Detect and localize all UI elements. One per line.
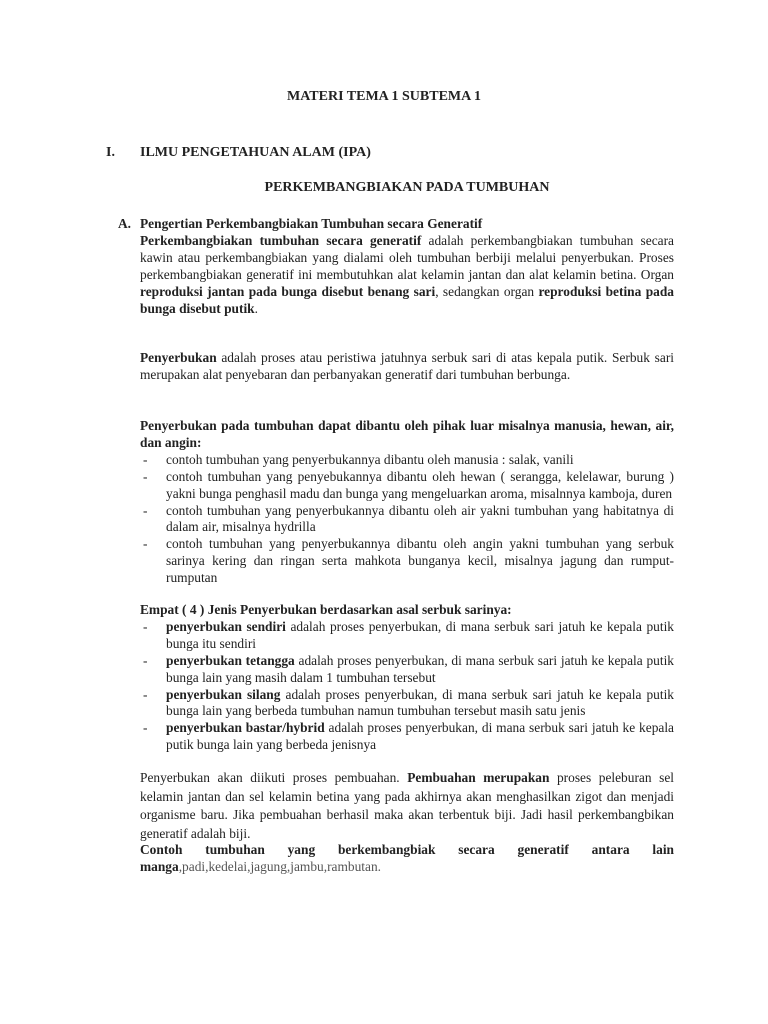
type-term: penyerbukan bastar/hybrid (166, 720, 325, 736)
section-number: I. (106, 145, 115, 160)
list-item: - penyerbukan tetangga adalah proses penyerbukan, di mana serbuk sari jatuh ke kepala putik bunga lain yang masih dalam 1 tumbuhan tersebut (143, 652, 674, 685)
types-list (140, 619, 674, 754)
paragraph-text: adalah perkembangbiakan tumbuhan secara kawin atau perkembangbiakan yang dialami oleh tumbuhan berbiji melalui penyerbukan. Proses perkembangbiakan generatif ini membutuhkan alat kelamin jantan dan alat kelamin betina. Organ (140, 233, 674, 282)
paragraph-definition (140, 233, 674, 318)
list-item-text: contoh tumbuhan yang penyerbukannya dibantu oleh angin yakni tumbuhan yang serbuk sarinya kering dan ringan serta mahkota bunganya kecil, misalnya jagung dan rumput-rumputan (166, 536, 674, 586)
paragraph-text: Penyerbukan akan diikuti proses pembuahan. (140, 770, 408, 785)
subsection-title: Pengertian Perkembangbiakan Tumbuhan secara Generatif (140, 216, 483, 231)
types-heading: Empat ( 4 ) Jenis Penyerbukan berdasarkan asal serbuk sarinya: (140, 602, 512, 617)
term-penyerbukan: Penyerbukan (140, 350, 217, 365)
type-term: penyerbukan tetangga (166, 652, 295, 668)
list-item: - penyerbukan bastar/hybrid adalah proses penyerbukan, di mana serbuk sari jatuh ke kepala putik bunga lain yang berbeda jenisnya (143, 720, 674, 753)
type-desc: adalah proses penyerbukan, di mana serbuk sari jatuh ke kepala putik bunga lain yang berbeda jenisnya (166, 720, 674, 753)
list-item-text: contoh tumbuhan yang penyerbukannya dibantu oleh air yakni tumbuhan yang habitatnya di dalam air, misalnya hydrilla (166, 502, 674, 535)
helpers-heading: Penyerbukan pada tumbuhan dapat dibantu oleh pihak luar misalnya manusia, hewan, air, dan angin: (140, 418, 674, 450)
page-title: MATERI TEMA 1 SUBTEMA 1 (287, 89, 481, 104)
list-item: - contoh tumbuhan yang penyebukannya dibantu oleh hewan ( serangga, kelelawar, burung ) yakni bunga penghasil madu dan bunga yang mengeluarkan aroma, misalnnya kamboja, duren (143, 468, 674, 501)
list-item: - contoh tumbuhan yang penyerbukannya dibantu oleh manusia : salak, vanili (143, 451, 574, 467)
types-section (140, 602, 674, 754)
paragraph-pembuahan (140, 769, 674, 843)
subsection-letter: A. (118, 216, 132, 231)
type-term: penyerbukan silang (166, 686, 281, 702)
examples-list: ,padi,kedelai,jagung,jambu,rambutan. (178, 858, 381, 874)
term-benang-sari: reproduksi jantan pada bunga disebut benang sari (140, 283, 436, 299)
list-item: - contoh tumbuhan yang penyerbukannya dibantu oleh air yakni tumbuhan yang habitatnya di dalam air, misalnya hydrilla (143, 502, 674, 535)
type-desc: adalah proses penyerbukan, di mana serbuk sari jatuh ke kepala putik bunga itu sendiri (166, 618, 674, 651)
chapter-subtitle: PERKEMBANGBIAKAN PADA TUMBUHAN (264, 180, 550, 195)
list-item: - contoh tumbuhan yang penyerbukannya dibantu oleh angin yakni tumbuhan yang serbuk sarinya kering dan ringan serta mahkota bunganya kecil, misalnya jagung dan rumput-rumputan (143, 536, 674, 586)
type-desc: adalah proses penyerbukan, di mana serbuk sari jatuh ke kepala putik bunga lain yang berbeda tumbuhan namun tumbuhan tersebut masih satu jenis (166, 686, 674, 719)
type-desc: adalah proses penyerbukan, di mana serbuk sari jatuh ke kepala putik bunga lain yang masih dalam 1 tumbuhan tersebut (166, 652, 674, 685)
paragraph-examples (140, 842, 674, 876)
paragraph-text: proses peleburan sel kelamin jantan dan sel kelamin betina yang pada akhirnya akan menghasilkan zigot dan menjadi organisme baru. Jika pembuahan berhasil maka akan terbentuk biji. Jadi hasil perkembangbikan generatif adalah biji. (140, 770, 674, 841)
helpers-list (140, 452, 674, 587)
term-putik: reproduksi betina pada bunga disebut putik (140, 283, 674, 316)
list-item: - penyerbukan sendiri adalah proses penyerbukan, di mana serbuk sari jatuh ke kepala putik bunga itu sendiri (143, 618, 674, 651)
paragraph-penyerbukan (140, 350, 674, 384)
section-title: ILMU PENGETAHUAN ALAM (IPA) (140, 145, 371, 160)
paragraph-text: , sedangkan organ (435, 283, 539, 299)
list-item: - penyerbukan silang adalah proses penyerbukan, di mana serbuk sari jatuh ke kepala putik bunga lain yang berbeda tumbuhan namun tumbuhan tersebut masih satu jenis (143, 686, 674, 719)
helpers-section (140, 418, 674, 587)
list-item-text: contoh tumbuhan yang penyebukannya dibantu oleh hewan ( serangga, kelelawar, burung ) yakni bunga penghasil madu dan bunga yang mengeluarkan aroma, misalnnya kamboja, duren (166, 468, 674, 501)
paragraph-text: . (254, 300, 258, 316)
paragraph-text: adalah proses atau peristiwa jatuhnya serbuk sari di atas kepala putik. Serbuk sari merupakan alat penyebaran dan perbanyakan generatif dari tumbuhan berbunga. (140, 350, 674, 382)
term-generatif: Perkembangbiakan tumbuhan secara generatif (140, 233, 422, 248)
term-pembuahan: Pembuahan merupakan (407, 770, 550, 785)
examples-lead: Contoh tumbuhan yang berkembangbiak secara generatif antara lain manga (140, 842, 674, 874)
list-item-text: contoh tumbuhan yang penyerbukannya dibantu oleh manusia : salak, vanili (166, 451, 574, 467)
type-term: penyerbukan sendiri (166, 618, 286, 634)
